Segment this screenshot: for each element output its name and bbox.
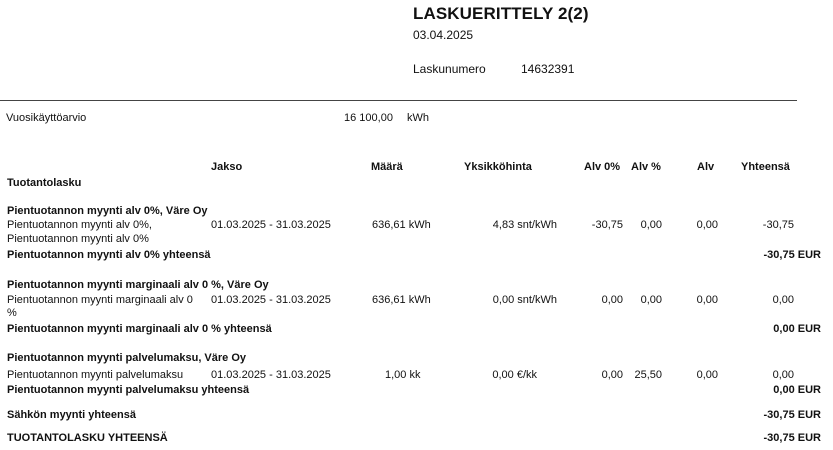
column-header-amount: Määrä (371, 161, 403, 173)
group-subtotal-label: Pientuotannon myynti marginaali alv 0 % yhteensä (7, 323, 272, 335)
row-vat: 0,00 (696, 219, 718, 231)
section-title: Tuotantolasku (7, 177, 82, 189)
row-vat0: -30,75 (591, 219, 623, 231)
column-header-vat0: Alv 0% (584, 161, 621, 173)
row-unit-price: 4,83 snt/kWh (492, 219, 557, 231)
column-header-vat-pct: Alv % (631, 161, 661, 173)
group-heading: Pientuotannon myynti alv 0%, Väre Oy (7, 205, 208, 217)
row-vat: 0,00 (696, 369, 718, 381)
page-title: LASKUERITTELY 2(2) (413, 4, 589, 23)
row-total: -30,75 (762, 219, 794, 231)
annual-estimate-unit: kWh (407, 112, 429, 124)
row-vat0: 0,00 (601, 294, 623, 306)
group-subtotal-label: Pientuotannon myynti alv 0% yhteensä (7, 249, 211, 261)
column-header-vat: Alv (697, 161, 715, 173)
invoice-number-label: Laskunumero (413, 62, 486, 76)
row-description: Pientuotannon myynti marginaali alv 0 (7, 294, 193, 306)
row-description-cont: Pientuotannon myynti alv 0% (7, 233, 149, 245)
annual-estimate-value: 16 100,00 (344, 112, 393, 124)
group-subtotal-value: 0,00 EUR (773, 323, 821, 335)
group-heading: Pientuotannon myynti palvelumaksu, Väre Oy (7, 352, 247, 364)
row-total: 0,00 (772, 369, 794, 381)
column-header-unit-price: Yksikköhinta (464, 161, 532, 173)
group-subtotal-label: Pientuotannon myynti palvelumaksu yhteensä (7, 384, 250, 396)
divider-line (0, 100, 797, 101)
row-vat-pct: 0,00 (640, 294, 662, 306)
row-vat: 0,00 (696, 294, 718, 306)
electricity-sales-total-value: -30,75 EUR (763, 409, 821, 421)
production-invoice-total-value: -30,75 EUR (763, 432, 821, 444)
column-header-total: Yhteensä (741, 161, 790, 173)
group-subtotal-value: 0,00 EUR (773, 384, 821, 396)
row-period: 01.03.2025 - 31.03.2025 (211, 369, 331, 381)
invoice-number: 14632391 (521, 62, 575, 76)
row-amount: 636,61 kWh (372, 294, 431, 306)
row-description: Pientuotannon myynti alv 0%, (7, 219, 152, 231)
row-unit-price: 0,00 €/kk (492, 369, 537, 381)
row-vat-pct: 25,50 (634, 369, 662, 381)
column-header-period: Jakso (211, 161, 243, 173)
row-total: 0,00 (772, 294, 794, 306)
row-description-cont: % (7, 307, 17, 319)
group-subtotal-value: -30,75 EUR (763, 249, 821, 261)
row-amount: 1,00 kk (385, 369, 421, 381)
row-unit-price: 0,00 snt/kWh (492, 294, 557, 306)
annual-estimate-label: Vuosikäyttöarvio (6, 112, 87, 124)
row-period: 01.03.2025 - 31.03.2025 (211, 294, 331, 306)
document-date: 03.04.2025 (413, 28, 474, 42)
row-vat0: 0,00 (601, 369, 623, 381)
row-amount: 636,61 kWh (372, 219, 431, 231)
row-period: 01.03.2025 - 31.03.2025 (211, 219, 331, 231)
electricity-sales-total-label: Sähkön myynti yhteensä (7, 409, 136, 421)
row-vat-pct: 0,00 (640, 219, 662, 231)
group-heading: Pientuotannon myynti marginaali alv 0 %, Väre Oy (7, 279, 269, 291)
row-description: Pientuotannon myynti palvelumaksu (7, 369, 184, 381)
production-invoice-total-label: TUOTANTOLASKU YHTEENSÄ (7, 432, 168, 444)
